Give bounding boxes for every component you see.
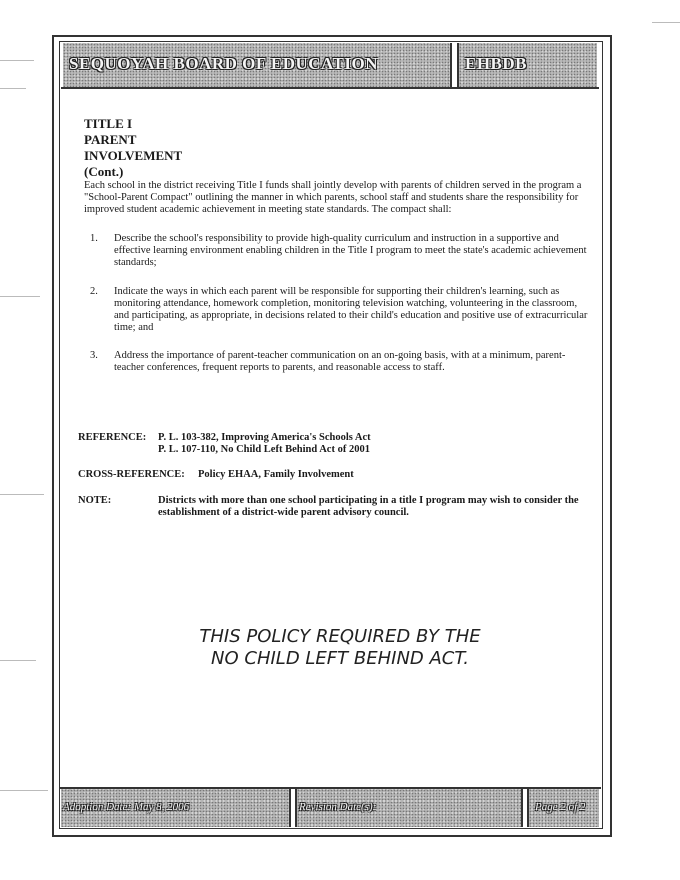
cross-reference-value: Policy EHAA, Family Involvement [198, 469, 354, 480]
reference-item: P. L. 107-110, No Child Left Behind Act of 2001 [158, 444, 370, 455]
document-footer [59, 787, 601, 827]
scan-artifact [0, 88, 26, 89]
list-item-number: 2. [90, 286, 98, 297]
document-header [61, 43, 599, 89]
reference-item: P. L. 103-382, Improving America's Schools Act [158, 432, 371, 443]
intro-paragraph: Each school in the district receiving Title I funds shall jointly develop with parents of children served in the program a "School-Parent Compact" outlining the manner in which parents, school staff and students share the responsibility for improved student academic achievement in meeting state standards. The compact shall: [84, 180, 582, 215]
scan-artifact [652, 22, 680, 23]
list-item-text: Address the importance of parent-teacher communication on an on-going basis, with at a minimum, parent-teacher conferences, frequent reports to parents, and reasonable access to staff. [114, 350, 566, 373]
policy-line-1: THIS POLICY REQUIRED BY THE [199, 626, 481, 647]
adoption-date-cell [61, 789, 291, 827]
list-item-text: Indicate the ways in which each parent will be responsible for supporting their children's learning, such as monitoring attendance, homework completion, monitoring television watching, volunteering in the classroom, and participating, as appropriate, in decisions related to their child's education and positive use of extracurricular time; and [114, 286, 588, 333]
board-name-cell [63, 43, 452, 87]
policy-requirement-statement [140, 626, 540, 670]
scan-artifact [0, 494, 44, 495]
policy-code-cell [457, 43, 597, 87]
policy-code: EHBDB [465, 54, 528, 73]
scan-artifact [0, 790, 48, 791]
revision-date-cell [295, 789, 523, 827]
list-item-number: 1. [90, 233, 98, 244]
reference-label: REFERENCE: [78, 432, 147, 443]
adoption-date: Adoption Date: May 8, 2006 [63, 801, 190, 813]
scan-artifact [0, 660, 36, 661]
list-item-text: Describe the school's responsibility to provide high-quality curriculum and instruction in a supportive and effective learning environment enabling children in the Title I program to meet the state's academic achievement standards; [114, 233, 587, 268]
section-title: TITLE I PARENT INVOLVEMENT (Cont.) [84, 116, 182, 179]
scan-artifact [0, 60, 34, 61]
note-label: NOTE: [78, 495, 112, 506]
cross-reference-label: CROSS-REFERENCE: [78, 469, 185, 480]
policy-line-2: NO CHILD LEFT BEHIND ACT. [211, 648, 469, 669]
scan-artifact [0, 296, 40, 297]
board-name: SEQUOYAH BOARD OF EDUCATION [69, 54, 378, 73]
revision-date: Revision Date(s): [299, 801, 377, 813]
page-number-cell [527, 789, 599, 827]
note-text: Districts with more than one school participating in a title I program may wish to consider the establishment of a district-wide parent advisory council. [158, 495, 579, 518]
list-item-number: 3. [90, 350, 98, 361]
page-number: Page 2 of 2 [535, 801, 586, 813]
